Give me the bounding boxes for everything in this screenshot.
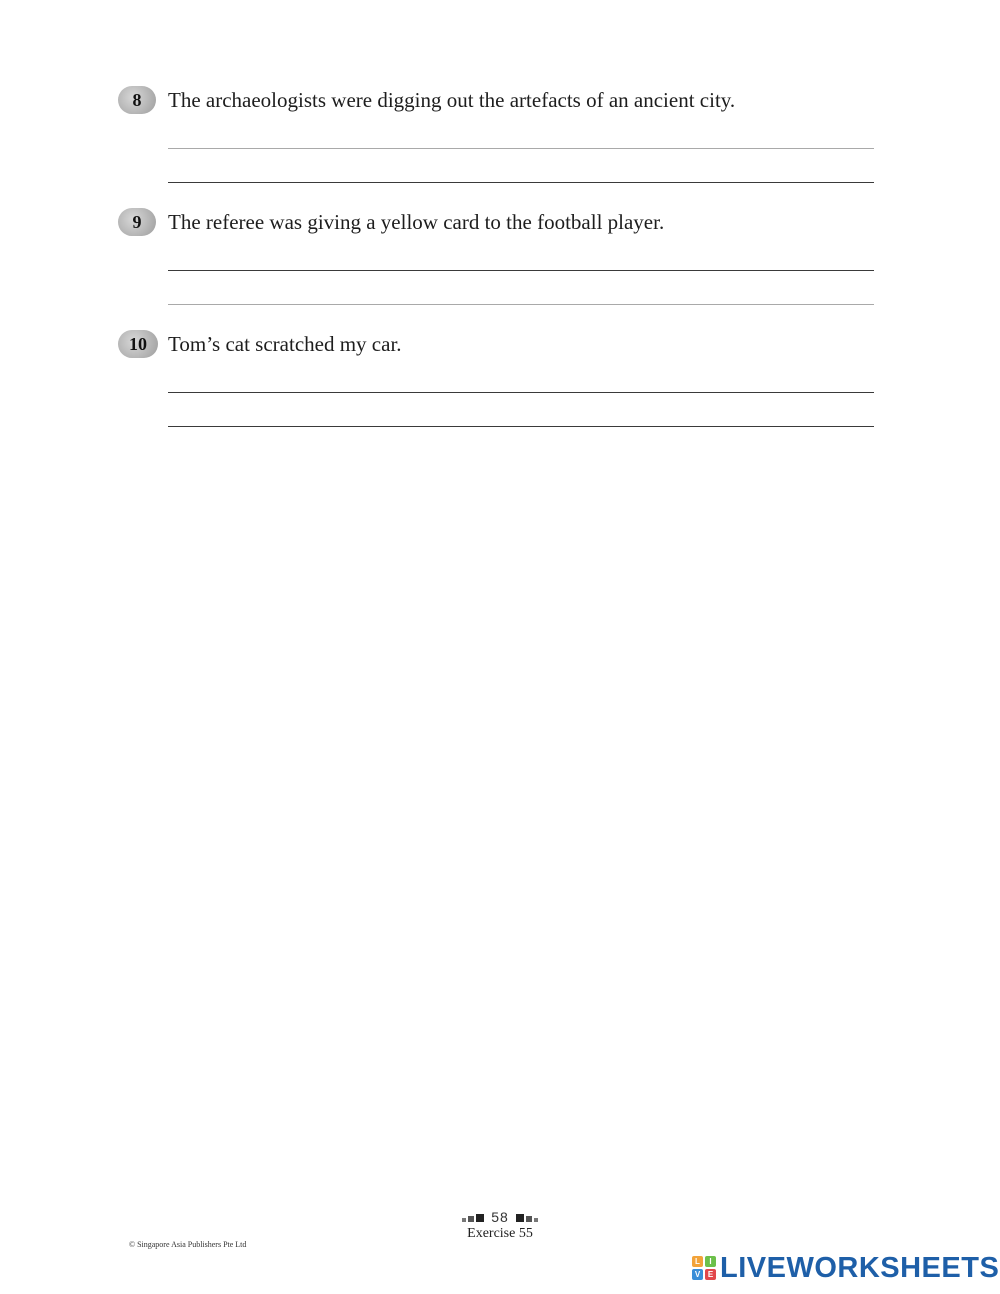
answer-line-1[interactable]	[168, 392, 874, 393]
question-number-badge	[118, 330, 158, 358]
question-number: 10	[129, 333, 147, 354]
logo-letter: E	[705, 1269, 716, 1280]
question-number: 8	[132, 89, 142, 110]
logo-letter: V	[692, 1269, 703, 1280]
answer-line-2[interactable]	[168, 304, 874, 305]
exercise-label: Exercise 55	[467, 1226, 533, 1241]
logo-letter: I	[705, 1256, 716, 1267]
logo-letter: L	[692, 1256, 703, 1267]
question-number: 9	[132, 211, 142, 232]
logo-grid-icon	[692, 1256, 716, 1280]
decorative-squares-left	[461, 1209, 485, 1225]
decorative-squares-right	[515, 1209, 539, 1225]
answer-line-2[interactable]	[168, 426, 874, 427]
answer-line-1[interactable]	[168, 270, 874, 271]
page-number-row	[0, 1208, 1000, 1226]
copyright-notice: © Singapore Asia Publishers Pte Ltd	[129, 1240, 247, 1249]
answer-line-2[interactable]	[168, 182, 874, 183]
page-footer	[0, 1208, 1000, 1242]
question-text: The referee was giving a yellow card to the football player.	[168, 210, 665, 234]
logo-text: LIVEWORKSHEETS	[720, 1252, 1000, 1284]
question-number-badge	[118, 208, 156, 236]
answer-line-1[interactable]	[168, 148, 874, 149]
question-number-badge	[118, 86, 156, 114]
liveworksheets-logo[interactable]	[692, 1253, 999, 1283]
question-text: Tom’s cat scratched my car.	[168, 332, 402, 356]
question-text: The archaeologists were digging out the artefacts of an ancient city.	[168, 88, 736, 112]
page-number: 58	[491, 1209, 509, 1225]
